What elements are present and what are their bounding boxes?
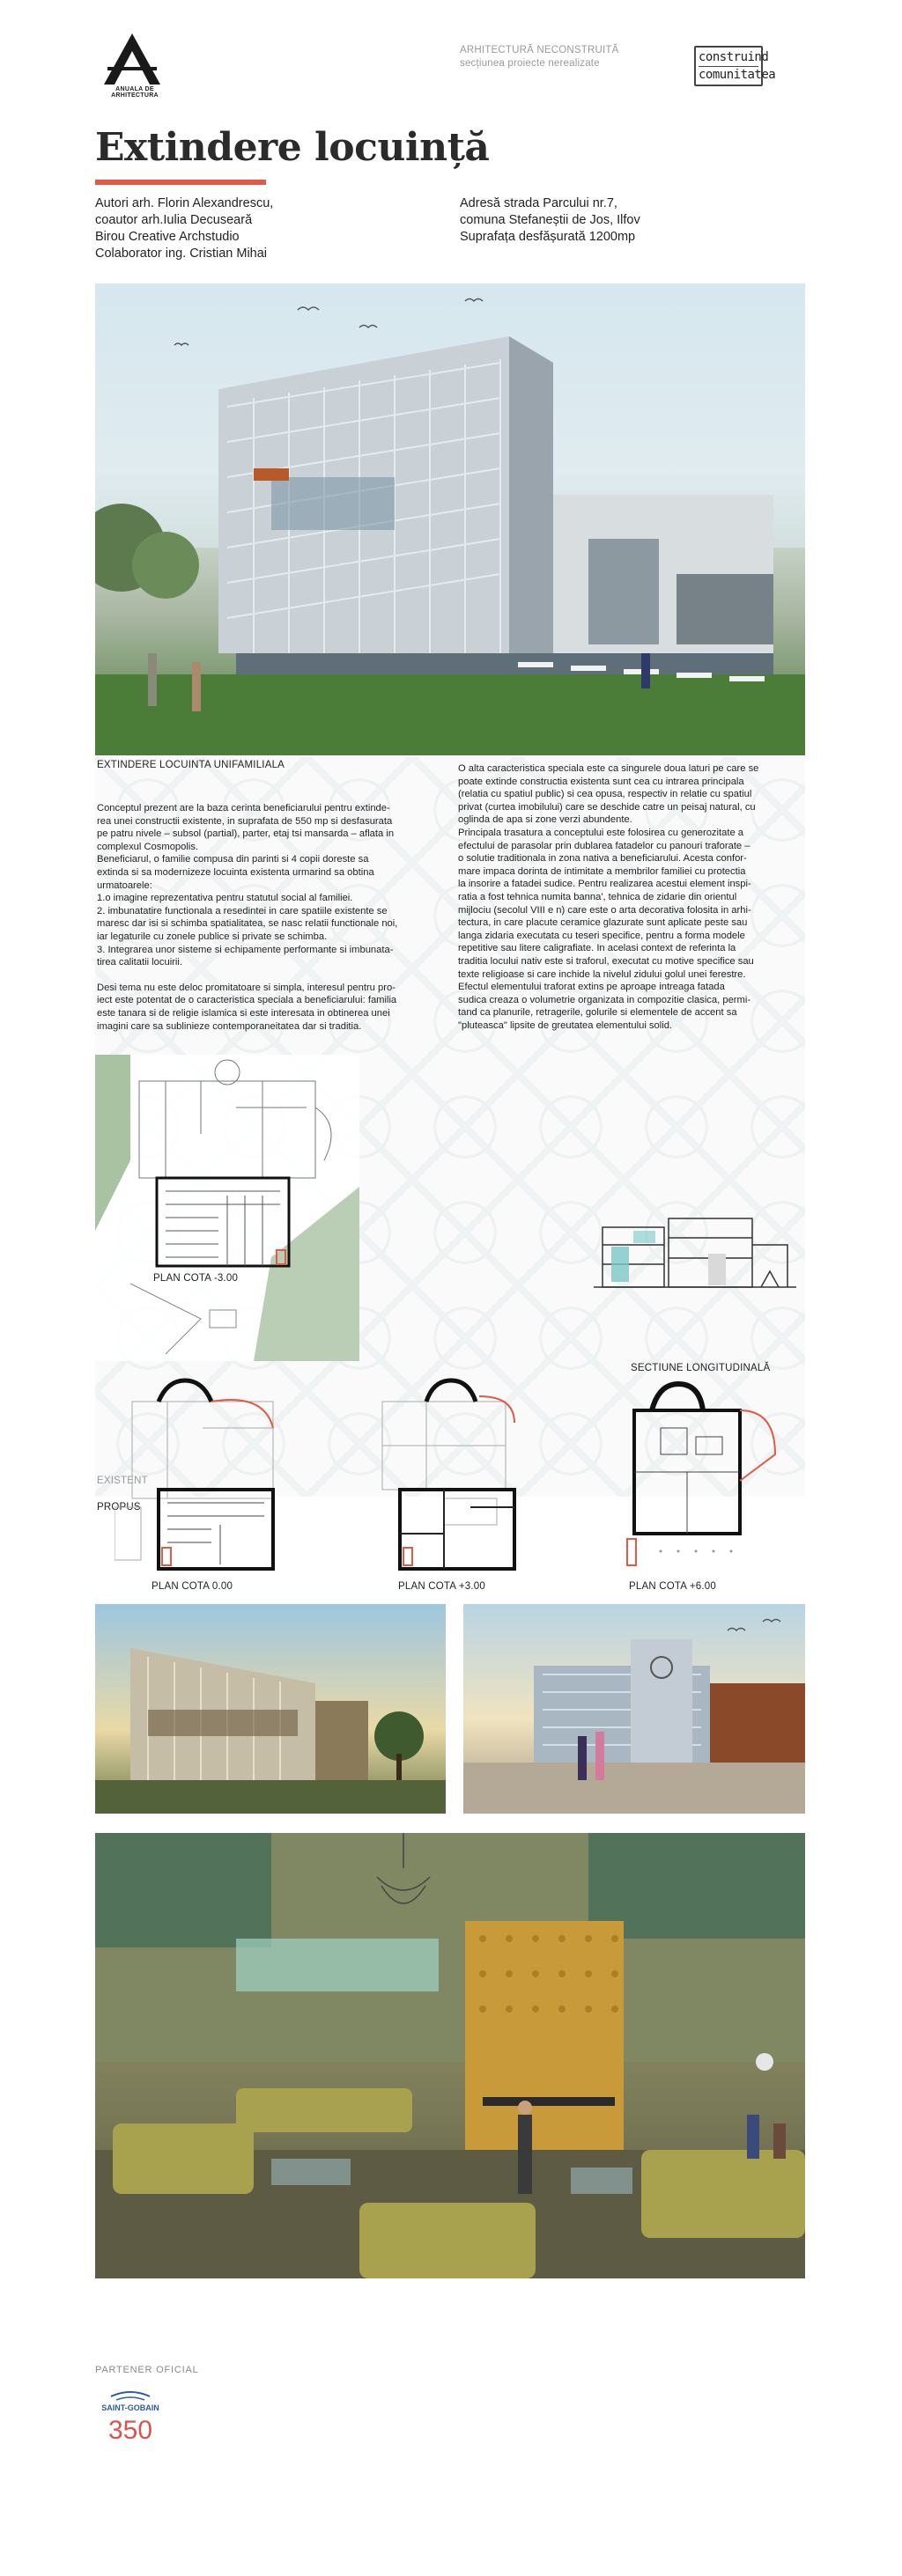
tagline-line-2: secțiunea proiecte nerealizate <box>460 58 600 69</box>
address-line: Suprafața desfășurată 1200mp <box>460 230 636 244</box>
text-line: imagini care sa sublinieze contemporaneitatea dar si traditia. <box>97 1020 362 1032</box>
address-line: Adresă strada Parcului nr.7, <box>460 196 617 210</box>
text-line: Efectul elementului traforat extins pe aproape intreaga fatada <box>458 982 725 993</box>
text-line: texte religioase si care inchide la nivelul zidului golul unei ferestre. <box>458 968 746 980</box>
text-line: repetitive sau litere caligrafiate. In acelasi context de referinta la <box>458 943 736 954</box>
render-3-drawing <box>463 1604 805 1814</box>
text-line: 3. Integrarea unor sisteme si echipamente performante si imbunata- <box>97 944 394 955</box>
author-line: Birou Creative Archstudio <box>95 230 240 244</box>
plan-cota-minus3-label: PLAN COTA -3.00 <box>153 1273 239 1284</box>
tagline <box>460 44 619 70</box>
construind-comunitatea-logo <box>694 46 776 86</box>
legend-existent: EXISTENT <box>97 1476 148 1486</box>
page-title: Extindere locuință <box>95 125 490 170</box>
text-line: tand ca planurile, retragerile, golurile si elementele de accent sa <box>458 1007 737 1019</box>
sg-brand-text: SAINT-GOBAIN <box>101 2403 159 2412</box>
author-line: Autori arh. Florin Alexandrescu, <box>95 196 274 210</box>
text-line: privat (curtea imobilului) care se deschide catre un peisaj natural, cu <box>458 801 756 813</box>
author-line: Colaborator ing. Cristian Mihai <box>95 247 268 261</box>
saint-gobain-350-logo <box>95 2388 166 2444</box>
sg-number-text: 350 <box>107 2416 153 2444</box>
text-line: maresc dar isi si schimba spatialitatea, se nasc relatii functionale noi, <box>97 918 398 930</box>
interior-living-room-render <box>95 1833 805 2278</box>
section-label: SECTIUNE LONGITUDINALĂ <box>631 1363 771 1373</box>
address-line: comuna Stefaneștii de Jos, Ilfov <box>460 213 640 227</box>
text-line: complexul Cosmopolis. <box>97 841 199 852</box>
text-line: sudica creaza o volumetrie organizata in compozitie clasica, permi- <box>458 994 751 1005</box>
text-line: la insorire a fatadei sudice. Pentru realizarea acestui element inspi- <box>458 879 751 890</box>
logo-caption: ANUALA DE ARHITECTURA <box>111 86 159 99</box>
text-line: O alta caracteristica speciala este ca singurele doua laturi pe care se <box>458 763 759 774</box>
partner-logo-line-2: comunitatea <box>699 68 776 82</box>
official-partner-label: PARTENER OFICIAL <box>95 2365 199 2375</box>
text-line: oglinda de apa si zone verzi abundente. <box>458 814 632 826</box>
tagline-line-1: ARHITECTURĂ NECONSTRUITĂ <box>460 45 619 55</box>
plan-cota-0-drawing <box>115 1375 291 1574</box>
text-line: Beneficiarul, o familie compusa din parinti si 4 copii doreste sa <box>97 854 369 865</box>
exterior-render-street-view <box>95 1604 446 1814</box>
hero-render-drawing <box>95 283 805 755</box>
authors-block <box>95 195 273 262</box>
plan-cota-minus3-drawing <box>95 1055 359 1361</box>
text-line: traditia locului nativ este si traforul, executat cu motive specifice sau <box>458 955 754 967</box>
text-line: rea unei constructii existente, in suprafata de 550 mp si desfasurata <box>97 815 393 827</box>
text-line: iar legaturile cu zonele publice si private se schimba. <box>97 931 328 942</box>
interior-render-drawing <box>95 1833 805 2278</box>
plan-cota-6-label: PLAN COTA +6.00 <box>629 1581 716 1592</box>
plan-cota-3-label: PLAN COTA +3.00 <box>398 1581 485 1592</box>
text-line: tirea calitatii locuirii. <box>97 957 182 968</box>
text-line: iect este potentat de o caracteristica speciala a beneficiarului: familia <box>97 995 397 1006</box>
text-line: (relatia cu spatiul public) si cea opusa, respectiv in relatie cu spatiul <box>458 789 752 800</box>
section-heading: EXTINDERE LOCUINTA UNIFAMILIALA <box>97 760 285 770</box>
text-line: Desi tema nu este deloc promitatoare si simpla, interesul pentru pro- <box>97 982 396 993</box>
plan-cota-3-drawing <box>356 1375 532 1574</box>
text-line: Conceptul prezent are la baza cerinta beneficiarului pentru extinde- <box>97 803 390 813</box>
title-underline <box>95 180 266 185</box>
text-line: "pluteasca" lipsite de greutatea elementului solid. <box>458 1019 673 1031</box>
hero-exterior-render <box>95 283 805 755</box>
partner-logo-line-1: construind <box>699 49 758 67</box>
text-line: urmatoarele: <box>97 880 152 891</box>
text-line: poate extinde constructia existenta sunt cea cu intrarea principala <box>458 776 744 787</box>
plan-cota-0-label: PLAN COTA 0.00 <box>152 1581 233 1592</box>
render-2-drawing <box>95 1604 446 1814</box>
text-line: langa zidaria executata cu teseri specifice, pentru a forma modele <box>458 930 745 941</box>
text-line: este tanara si de religie islamica si este interesata in obtinerea unei <box>97 1007 390 1019</box>
text-line: mijlociu (secolul VIII e n) care este o arta decorativa folosita in arhi- <box>458 904 751 916</box>
legend-propus: PROPUS <box>97 1502 141 1512</box>
text-line: extinda si sa modernizeze locuinta existenta urmarind sa obtina <box>97 866 374 878</box>
text-line: pe patru nivele – subsol (partial), parter, etaj tsi mansarda – aflata in <box>97 828 395 840</box>
text-line: Principala trasatura a conceptului este folosirea cu generozitate a <box>458 827 744 838</box>
description-left-column <box>97 802 449 1033</box>
address-block <box>460 195 640 246</box>
text-line: tectura, in care placute ceramice glazurate sunt aplicate peste sau <box>458 917 748 929</box>
text-line: o solutie traditionala in zona nativa a beneficiarului. Acesta confor- <box>458 853 747 865</box>
text-line: 1.o imagine reprezentativa pentru statutul social al familiei. <box>97 893 353 904</box>
text-line: efectului de parasolar prin dublarea fatadelor cu panouri traforate – <box>458 840 750 851</box>
text-line: mare impaca dorinta de intimitate a membrilor familiei cu protectia <box>458 865 746 877</box>
longitudinal-section-drawing <box>585 1210 805 1298</box>
text-line: ratia a fost tehnica numita banna', tehnica de zidarie din orientul <box>458 891 737 902</box>
text-line: 2. imbunatatire functionala a resedintei in care spatiile existente se <box>97 905 388 916</box>
author-line: coautor arh.Iulia Decuseară <box>95 213 253 227</box>
description-right-column <box>458 762 807 1032</box>
plan-cota-6-drawing <box>608 1375 784 1574</box>
exterior-render-entrance-view <box>463 1604 805 1814</box>
